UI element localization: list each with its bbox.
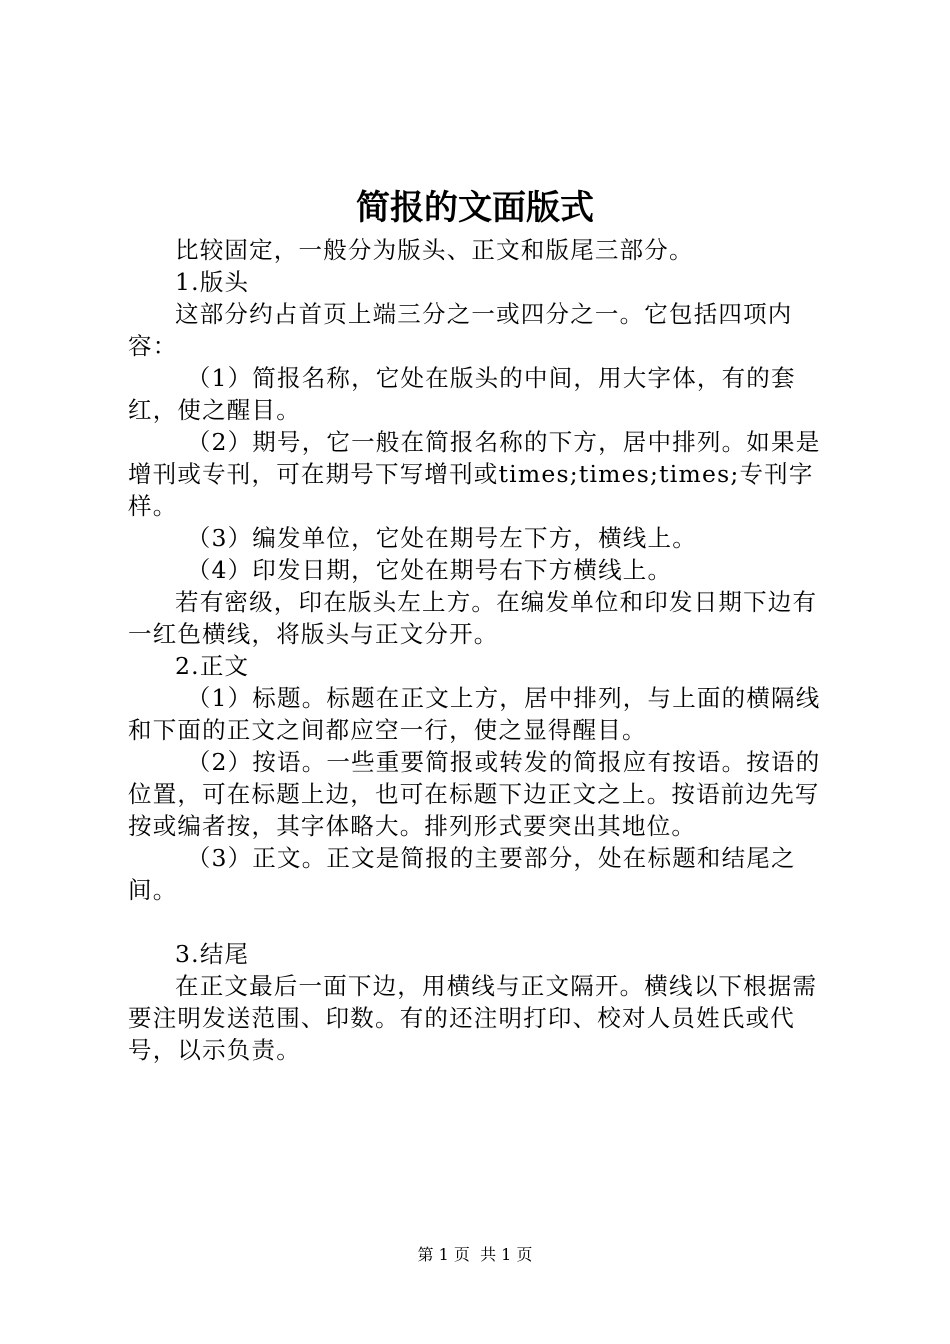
- header-note-paragraph: 若有密级，印在版头左上方。在编发单位和印发日期下边有一红色横线，将版头与正文分开。: [128, 588, 818, 648]
- page-number-label: 第 1 页: [417, 1245, 470, 1264]
- header-description-paragraph: 这部分约占首页上端三分之一或四分之一。它包括四项内容：: [128, 300, 793, 360]
- body-item-editor-note: （2）按语。一些重要简报或转发的简报应有按语。按语的位置，可在标题上边，也可在标题下边正文之上。按语前边先写按或编者按，其字体略大。排列形式要突出其地位。: [128, 748, 821, 840]
- page-title: 简报的文面版式: [356, 188, 594, 228]
- body-item-title: （1）标题。标题在正文上方，居中排列，与上面的横隔线和下面的正文之间都应空一行，使之显得醒目。: [128, 684, 821, 744]
- header-item-name: （1）简报名称，它处在版头的中间，用大字体，有的套红，使之醒目。: [128, 364, 796, 424]
- intro-paragraph: 比较固定，一般分为版头、正文和版尾三部分。: [175, 236, 694, 264]
- body-item-main-text: （3）正文。正文是简报的主要部分，处在标题和结尾之间。: [128, 844, 796, 904]
- header-item-issue-date: （4）印发日期，它处在期号右下方横线上。: [186, 556, 673, 584]
- footer-separator: [470, 1245, 480, 1264]
- header-item-issue-number: （2）期号，它一般在简报名称的下方，居中排列。如果是增刊或专刊，可在期号下写增刊或times;times;times;专刊字样。: [128, 428, 821, 520]
- section-heading-header: 1.版头: [175, 268, 250, 296]
- document-body: [128, 234, 840, 1066]
- section-heading-body: 2.正文: [175, 652, 250, 680]
- page-footer: [0, 1244, 950, 1266]
- ending-paragraph: 在正文最后一面下边，用横线与正文隔开。横线以下根据需要注明发送范围、印数。有的还注明打印、校对人员姓氏或代号，以示负责。: [128, 972, 818, 1064]
- section-heading-ending: 3.结尾: [175, 940, 250, 968]
- header-item-issuing-unit: （3）编发单位，它处在期号左下方，横线上。: [186, 524, 697, 552]
- page-total-label: 共 1 页: [480, 1245, 533, 1264]
